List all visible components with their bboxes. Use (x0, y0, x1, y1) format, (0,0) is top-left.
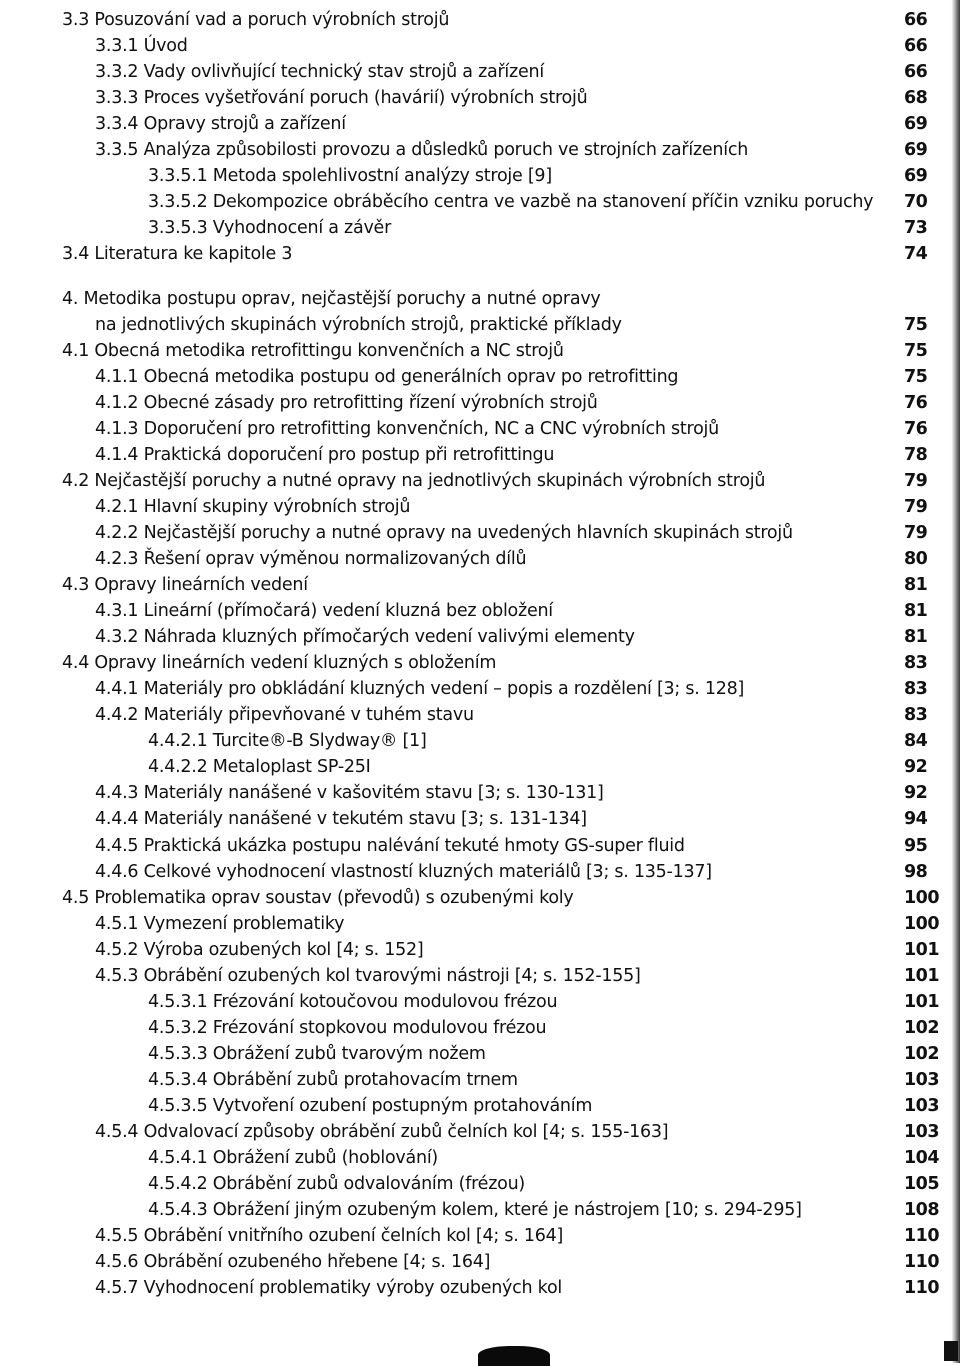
toc-entry-page: 70 (904, 192, 928, 212)
toc-entry-page: 104 (904, 1148, 940, 1168)
toc-entry (0, 242, 960, 268)
toc-entry-page: 66 (904, 10, 928, 30)
toc-entry-title: 4.5.7 Vyhodnocení problematiky výroby ozubených kol (95, 1278, 563, 1298)
toc-entry-title: 4.1 Obecná metodika retrofittingu konvenčních a NC strojů (62, 341, 564, 361)
toc-entry-page: 103 (904, 1096, 940, 1116)
toc-entry (0, 990, 960, 1016)
toc-entry (0, 190, 960, 216)
toc-entry (0, 112, 960, 138)
toc-entry (0, 1250, 960, 1276)
toc-entry-page: 102 (904, 1018, 940, 1038)
toc-entry-page: 103 (904, 1070, 940, 1090)
toc-entry-page: 79 (904, 497, 928, 517)
toc-entry-title: 4.4 Opravy lineárních vedení kluzných s obložením (62, 653, 497, 673)
toc-entry-page: 69 (904, 166, 928, 186)
toc-entry-title: 3.3.5.1 Metoda spolehlivostní analýzy stroje [9] (148, 166, 552, 186)
toc-entry-page: 80 (904, 549, 928, 569)
toc-entry (0, 391, 960, 417)
toc-entry (0, 1198, 960, 1224)
toc-entry (0, 164, 960, 190)
toc-entry-title: 3.3.1 Úvod (95, 36, 188, 56)
toc-entry (0, 34, 960, 60)
toc-entry (0, 1094, 960, 1120)
toc-entry (0, 365, 960, 391)
toc-entry (0, 443, 960, 469)
toc-entry-title: 3.3.3 Proces vyšetřování poruch (havárií) výrobních strojů (95, 88, 588, 108)
toc-entry-page: 76 (904, 419, 928, 439)
toc-entry (0, 651, 960, 677)
toc-entry-title: 4.5.3.4 Obrábění zubů protahovacím trnem (148, 1070, 518, 1090)
toc-entry (0, 287, 960, 313)
toc-entry-page: 79 (904, 471, 928, 491)
toc-entry (0, 60, 960, 86)
toc-entry-page: 78 (904, 445, 928, 465)
toc-entry (0, 1172, 960, 1198)
toc-entry-page: 75 (904, 315, 928, 335)
toc-entry-title: 3.3 Posuzování vad a poruch výrobních strojů (62, 10, 450, 30)
toc-entry-page: 74 (904, 244, 928, 264)
toc-entry-page: 100 (904, 888, 940, 908)
toc-entry (0, 8, 960, 34)
toc-entry-title: 4.5.4.1 Obrážení zubů (hoblování) (148, 1148, 439, 1168)
toc-entry (0, 216, 960, 242)
toc-entry (0, 807, 960, 833)
toc-entry (0, 938, 960, 964)
toc-entry-title: 4.5.3.2 Frézování stopkovou modulovou frézou (148, 1018, 547, 1038)
corner-scan-mark (944, 1341, 958, 1361)
toc-entry (0, 417, 960, 443)
toc-entry-page: 69 (904, 140, 928, 160)
toc-entry-title: 4.3 Opravy lineárních vedení (62, 575, 308, 595)
toc-entry-page: 103 (904, 1122, 940, 1142)
toc-entry-title: 4.5 Problematika oprav soustav (převodů) s ozubenými koly (62, 888, 574, 908)
toc-entry-title: 4.5.3.5 Vytvoření ozubení postupným protahováním (148, 1096, 593, 1116)
toc-entry-title: 4.2 Nejčastější poruchy a nutné opravy na jednotlivých skupinách výrobních strojů (62, 471, 766, 491)
toc-entry (0, 860, 960, 886)
toc-entry-title: 4.4.5 Praktická ukázka postupu nalévání tekuté hmoty GS-super fluid (95, 836, 685, 856)
toc-entry (0, 886, 960, 912)
toc-entry-page: 75 (904, 341, 928, 361)
toc-entry (0, 625, 960, 651)
toc-entry (0, 729, 960, 755)
toc-entry-page: 73 (904, 218, 928, 238)
toc-entry (0, 755, 960, 781)
toc-entry-page: 110 (904, 1226, 940, 1246)
toc-entry-page: 79 (904, 523, 928, 543)
toc-entry-title: na jednotlivých skupinách výrobních strojů, praktické příklady (95, 315, 622, 335)
toc-entry-title: 3.3.2 Vady ovlivňující technický stav strojů a zařízení (95, 62, 544, 82)
toc-entry-title: 4.5.6 Obrábění ozubeného hřebene [4; s. 164] (95, 1252, 491, 1272)
toc-entry-title: 4.2.1 Hlavní skupiny výrobních strojů (95, 497, 411, 517)
toc-entry (0, 573, 960, 599)
toc-entry-title: 4.4.2.2 Metaloplast SP-25I (148, 757, 371, 777)
toc-entry-title: 3.3.5.3 Vyhodnocení a závěr (148, 218, 392, 238)
toc-entry-title: 4.1.3 Doporučení pro retrofitting konvenčních, NC a CNC výrobních strojů (95, 419, 719, 439)
toc-entry-page: 92 (904, 757, 928, 777)
toc-entry (0, 1146, 960, 1172)
toc-entry-title: 4.5.3 Obrábění ozubených kol tvarovými nástroji [4; s. 152-155] (95, 966, 641, 986)
toc-entry (0, 469, 960, 495)
toc-entry-title: 4.4.6 Celkové vyhodnocení vlastností kluzných materiálů [3; s. 135-137] (95, 862, 712, 882)
toc-entry-page: 83 (904, 653, 928, 673)
toc-entry-title: 4.3.2 Náhrada kluzných přímočarých vedení valivými elementy (95, 627, 635, 647)
toc-entry (0, 834, 960, 860)
toc-entry-title: 4.5.1 Vymezení problematiky (95, 914, 345, 934)
toc-entry-title: 4. Metodika postupu oprav, nejčastější poruchy a nutné opravy (62, 289, 601, 309)
toc-entry-page: 108 (904, 1200, 940, 1220)
toc-entry-title: 4.3.1 Lineární (přímočará) vedení kluzná bez obložení (95, 601, 553, 621)
toc-entry-title: 4.5.2 Výroba ozubených kol [4; s. 152] (95, 940, 424, 960)
toc-entry-page: 83 (904, 705, 928, 725)
toc-entry-page: 98 (904, 862, 928, 882)
toc-entry (0, 138, 960, 164)
toc-entry-page: 81 (904, 601, 928, 621)
toc-entry (0, 599, 960, 625)
toc-entry-title: 4.5.5 Obrábění vnitřního ozubení čelních kol [4; s. 164] (95, 1226, 564, 1246)
toc-entry-page: 81 (904, 575, 928, 595)
toc-entry-title: 4.2.2 Nejčastější poruchy a nutné opravy na uvedených hlavních skupinách strojů (95, 523, 793, 543)
toc-entry-title: 4.5.3.1 Frézování kotoučovou modulovou frézou (148, 992, 558, 1012)
toc-entry-title: 3.3.5 Analýza způsobilosti provozu a důsledků poruch ve strojních zařízeních (95, 140, 749, 160)
toc-entry (0, 1068, 960, 1094)
toc-entry-page: 94 (904, 809, 928, 829)
toc-entry-title: 4.4.1 Materiály pro obkládání kluzných vedení – popis a rozdělení [3; s. 128] (95, 679, 745, 699)
toc-entry-page: 66 (904, 62, 928, 82)
toc-entry-title: 4.5.4.3 Obrážení jiným ozubeným kolem, které je nástrojem [10; s. 294-295] (148, 1200, 802, 1220)
toc-entry (0, 313, 960, 339)
toc-entry-page: 66 (904, 36, 928, 56)
toc-entry-title: 3.3.5.2 Dekompozice obráběcího centra ve vazbě na stanovení příčin vzniku poruchy (148, 192, 874, 212)
toc-entry (0, 1120, 960, 1146)
toc-entry-page: 84 (904, 731, 928, 751)
toc-entry-page: 105 (904, 1174, 940, 1194)
toc-entry (0, 86, 960, 112)
toc-entry-page: 76 (904, 393, 928, 413)
toc-entry-title: 4.4.4 Materiály nanášené v tekutém stavu [3; s. 131-134] (95, 809, 587, 829)
toc-entry-page: 69 (904, 114, 928, 134)
toc-entry-page: 101 (904, 992, 940, 1012)
toc-entry (0, 912, 960, 938)
toc-entry (0, 1224, 960, 1250)
toc-entry (0, 1016, 960, 1042)
toc-entry (0, 495, 960, 521)
toc-entry (0, 547, 960, 573)
toc-entry-title: 4.1.4 Praktická doporučení pro postup při retrofittingu (95, 445, 555, 465)
toc-entry (0, 781, 960, 807)
toc-entry-page: 68 (904, 88, 928, 108)
toc-entry-title: 4.4.3 Materiály nanášené v kašovitém stavu [3; s. 130-131] (95, 783, 604, 803)
toc-entry (0, 677, 960, 703)
toc-entry-page: 81 (904, 627, 928, 647)
toc-entry-page: 83 (904, 679, 928, 699)
toc-entry (0, 703, 960, 729)
toc-entry-page: 100 (904, 914, 940, 934)
toc-entry-title: 4.1.1 Obecná metodika postupu od generálních oprav po retrofitting (95, 367, 679, 387)
toc-entry-page: 101 (904, 966, 940, 986)
toc-entry-title: 3.3.4 Opravy strojů a zařízení (95, 114, 346, 134)
toc-entry-page: 110 (904, 1252, 940, 1272)
bottom-scan-smudge (478, 1346, 550, 1366)
toc-entry-title: 4.4.2 Materiály připevňované v tuhém stavu (95, 705, 474, 725)
toc-entry-page: 92 (904, 783, 928, 803)
toc-entry (0, 1276, 960, 1302)
toc-entry (0, 339, 960, 365)
toc-entry-title: 4.5.3.3 Obrážení zubů tvarovým nožem (148, 1044, 486, 1064)
toc-entry-page: 102 (904, 1044, 940, 1064)
toc-entry-title: 3.4 Literatura ke kapitole 3 (62, 244, 293, 264)
toc-entry (0, 1042, 960, 1068)
toc-entry-title: 4.5.4 Odvalovací způsoby obrábění zubů čelních kol [4; s. 155-163] (95, 1122, 669, 1142)
toc-entry-page: 75 (904, 367, 928, 387)
page-edge-shadow (946, 0, 960, 1363)
toc-entry-page: 110 (904, 1278, 940, 1298)
toc-entry-title: 4.1.2 Obecné zásady pro retrofitting řízení výrobních strojů (95, 393, 598, 413)
toc-entry-title: 4.4.2.1 Turcite®-B Slydway® [1] (148, 731, 427, 751)
toc-entry-page: 95 (904, 836, 928, 856)
toc-entry (0, 964, 960, 990)
toc-entry-title: 4.5.4.2 Obrábění zubů odvalováním (frézou) (148, 1174, 526, 1194)
toc-entry-page: 101 (904, 940, 940, 960)
toc-entry-title: 4.2.3 Řešení oprav výměnou normalizovaných dílů (95, 549, 527, 569)
toc-entry (0, 521, 960, 547)
